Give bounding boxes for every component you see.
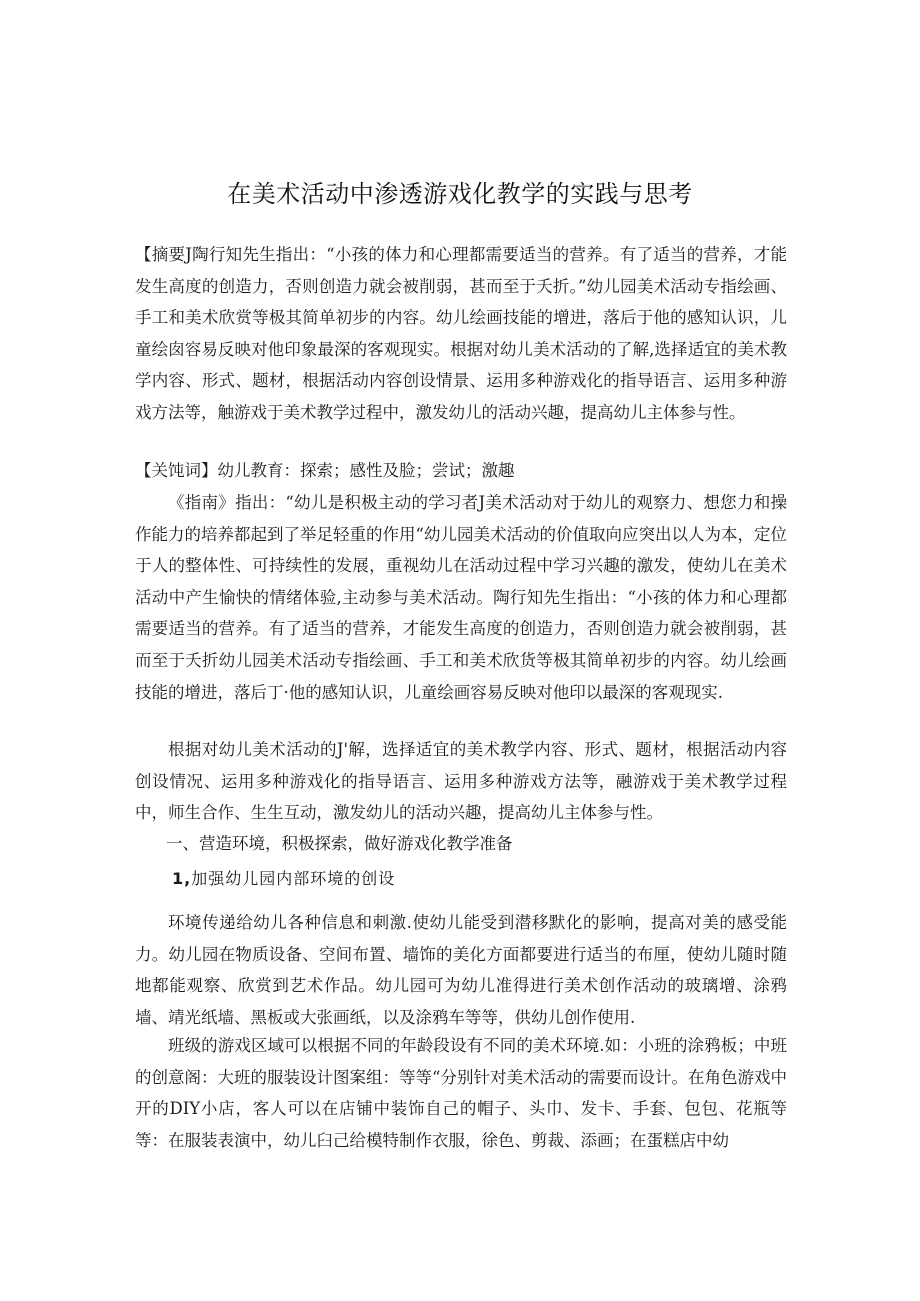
body-paragraph-3: 环境传递给幼儿各种信息和刺激.使幼儿能受到潜移默化的影响，提高对美的感受能力。幼儿园在物质设备、空间布置、墙饰的美化方面都要进行适当的布厘，使幼儿随时随地都能观察、欣赏到艺术作品。幼儿园可为幼儿准得进行美术创作活动的玻璃增、涂鸦墙、靖光纸墙、黑板或大张画纸，以及涂鸦车等等，供幼儿创作使用.: [135, 913, 787, 1027]
abstract-paragraph: 【摘要J陶行知先生指出：“小孩的体力和心理都需要适当的营养。有了适当的营养，才能发生高度的创造力，否则创造力就会被削弱，甚而至于夭折。”幼儿园美术活动专指绘画、手工和美术欣赏等极其简单初步的内容。幼儿绘画技能的增进，落后于他的感知认识，儿童绘囱容易反映对他印象最深的客观现实。根据对幼儿美术活动的了解,选择适宜的美术教学内容、形式、题材，根据活动内容创设情景、运用多种游戏化的指导语言、运用多种游戏方法等，触游戏于美术教学过程中，激发幼儿的活动兴趣，提高幼儿主体参与性。: [135, 245, 787, 422]
subsection-title: 加强幼儿园内部环境的创设: [191, 869, 396, 888]
subsection-heading-1: [172, 863, 395, 895]
body-paragraph-1: 《指南》指出：“幼儿是积极主动的学习者J美术活动对于幼儿的观察力、想您力和操作能力的培养都起到了举足轻重的作用“幼儿园美术活动的价值取向应突出以人为本，定位于人的整体性、可持续性的发展，重视幼儿在活动过程中学习兴趣的激发，使幼儿在美术活动中产生愉快的情绪体验,主动参与美术活动。陶行知先生指出：“小孩的体力和心理都需要适当的营养。有了适当的营养，才能发生高度的创造力，否则创造力就会被削弱，甚而至于夭折幼儿园美术活动专指绘画、手工和美术欣货等极其简单初步的内容。幼儿绘画技能的增进，落后丁·他的感知认识，儿童绘画容易反映对他印以最深的客观现实.: [135, 493, 787, 702]
document-title: 在美术活动中渗透游戏化教学的实践与思考: [227, 180, 693, 208]
body-paragraph-4: 班级的游戏区域可以根据不同的年龄段设有不同的美术环境.如：小班的涂鸦板；中班的创意阁：大班的服装设计图案组：等等“分别针对美术活动的需要而设计。在角色游戏中开的DIY小店，客人可以在店铺中装饰自己的帽子、头巾、发卡、手套、包包、花瓶等等：在服装表演中，幼儿臼己给模特制作衣服，徐色、剪裁、添画；在蛋糕店中幼: [135, 1036, 787, 1150]
keywords-line: 【关饨词】幼儿教育：探索；感性及脸；尝试；激趣: [135, 461, 515, 480]
subsection-number: 1,: [172, 869, 192, 888]
body-paragraph-2: 根据对幼儿美术活动的J'解，选择适宜的美术教学内容、形式、题材，根据活动内容创设情况、运用多种游戏化的指导语言、运用多种游戏方法等，融游戏于美术教学过程中，师生合作、生生互动，激发幼儿的活动兴趣，提高幼儿主体参与性。: [135, 740, 787, 823]
section-heading-1: 一、营造环境，积极探索，做好游戏化教学准备: [166, 834, 513, 853]
